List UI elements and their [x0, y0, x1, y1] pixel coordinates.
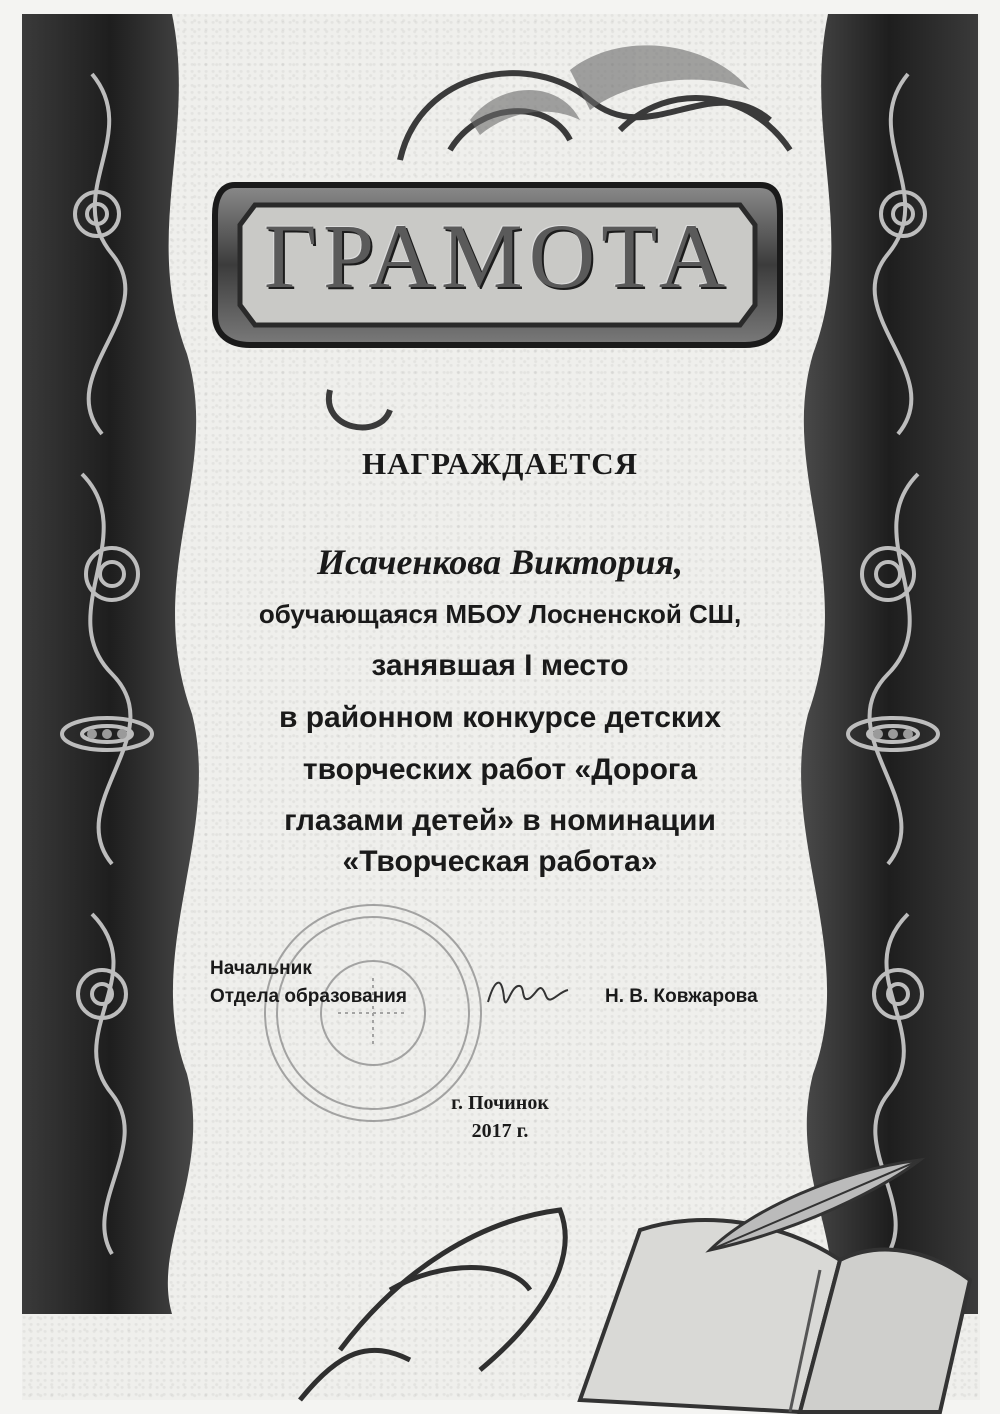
award-text-line-3: в районном конкурсе детских — [278, 701, 722, 734]
issue-year: 2017 г. — [471, 1120, 529, 1142]
issue-city: г. Починок — [451, 1092, 549, 1114]
signatory-role-line-1: Начальник — [210, 958, 312, 979]
award-text-line-4: творческих работ «Дорога — [302, 753, 698, 786]
recipient-name: Исаченкова Виктория, — [316, 542, 684, 582]
signatory-name: Н. В. Ковжарова — [605, 986, 758, 1007]
signatory-role-line-2: Отдела образования — [210, 986, 407, 1007]
awarded-heading: НАГРАЖДАЕТСЯ — [361, 446, 639, 481]
certificate-title: ГРАМОТА — [263, 205, 732, 307]
award-text-line-5: глазами детей» в номинации — [284, 804, 716, 837]
quill-icon — [710, 1160, 920, 1250]
handwritten-signature-icon — [480, 968, 575, 1018]
open-book-icon — [280, 1150, 1000, 1414]
award-text-line-1: обучающаяся МБОУ Лосненской СШ, — [258, 599, 742, 629]
award-text-line-2: занявшая I место — [371, 649, 629, 682]
award-text-line-6: «Творческая работа» — [342, 845, 658, 878]
